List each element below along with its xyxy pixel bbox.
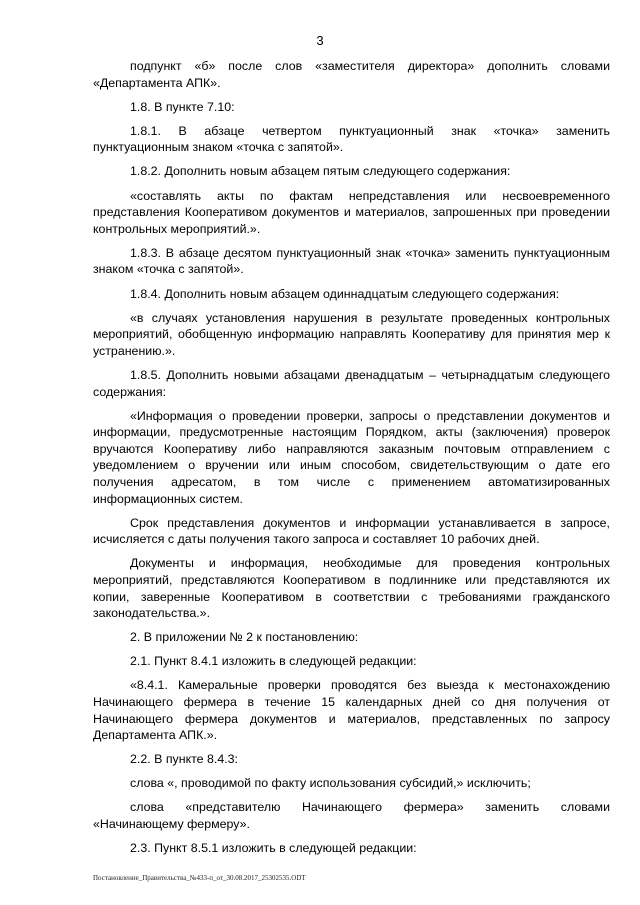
paragraph: 2.3. Пункт 8.5.1 изложить в следующей редакции: [130,841,417,856]
paragraph: «8.4.1. Камеральные проверки проводятся без выезда к местонахождению Начинающего фермера в течение 15 календарных дней со дня получения от Начинающего фермера документов и материалов, представленных по запросу Департамента АПК.». [93,678,610,743]
paragraph: «в случаях установления нарушения в результате проведенных контрольных мероприятий, обобщенную информацию направлять Кооперативу для принятия мер к устранению.». [93,310,610,358]
document-body [93,58,610,864]
paragraph: 1.8.1. В абзаце четвертом пунктуационный знак «точка» заменить пунктуационным знаком «точка с запятой». [93,123,610,155]
paragraph: слова «представителю Начинающего фермера» заменить словами «Начинающему фермеру». [93,800,610,832]
paragraph: Срок представления документов и информации устанавливается в запросе, исчисляется с даты получения такого запроса и составляет 10 рабочих дней. [93,515,610,547]
paragraph: слова «, проводимой по факту использования субсидий,» исключить; [130,776,531,791]
paragraph: подпункт «б» после слов «заместителя директора» дополнить словами «Департамента АПК». [93,59,610,90]
paragraph: «Информация о проведении проверки, запросы о представлении документов и информации, предусмотренные настоящим Порядком, акты (заключения) проверок вручаются Кооперативу либо направляются заказным почтовым отправлением с уведомлением о вручении или иным способом, свидетельствующим о дате его получения адресатом, в том числе с применением автоматизированных информационных систем. [93,408,610,506]
paragraph: 1.8. В пункте 7.10: [130,99,235,114]
document-footer: Постановление_Правительства_№433-п_от_30.08.2017_25302535.ODT [93,874,306,882]
paragraph: 2. В приложении № 2 к постановлению: [130,630,359,645]
page-number: 3 [316,33,324,48]
paragraph: 2.1. Пункт 8.4.1 изложить в следующей редакции: [130,654,417,669]
paragraph: «составлять акты по фактам непредставления или несвоевременного представления Кооперативом документов и материалов, запрошенных при проведении контрольных мероприятий.». [93,188,610,236]
paragraph: 2.2. В пункте 8.4.3: [130,752,238,767]
paragraph: 1.8.2. Дополнить новым абзацем пятым следующего содержания: [130,164,511,179]
paragraph: 1.8.5. Дополнить новыми абзацами двенадцатым – четырнадцатым следующего содержания: [93,367,610,399]
paragraph: Документы и информация, необходимые для проведения контрольных мероприятий, представляются Кооперативом в подлиннике или представляются их копии, заверенные Кооперативом в соответствии с требованиями гражданского законодательства.». [93,556,610,621]
paragraph: 1.8.3. В абзаце десятом пунктуационный знак «точка» заменить пунктуационным знаком «точка с запятой». [93,245,610,277]
paragraph: 1.8.4. Дополнить новым абзацем одиннадцатым следующего содержания: [130,286,560,301]
